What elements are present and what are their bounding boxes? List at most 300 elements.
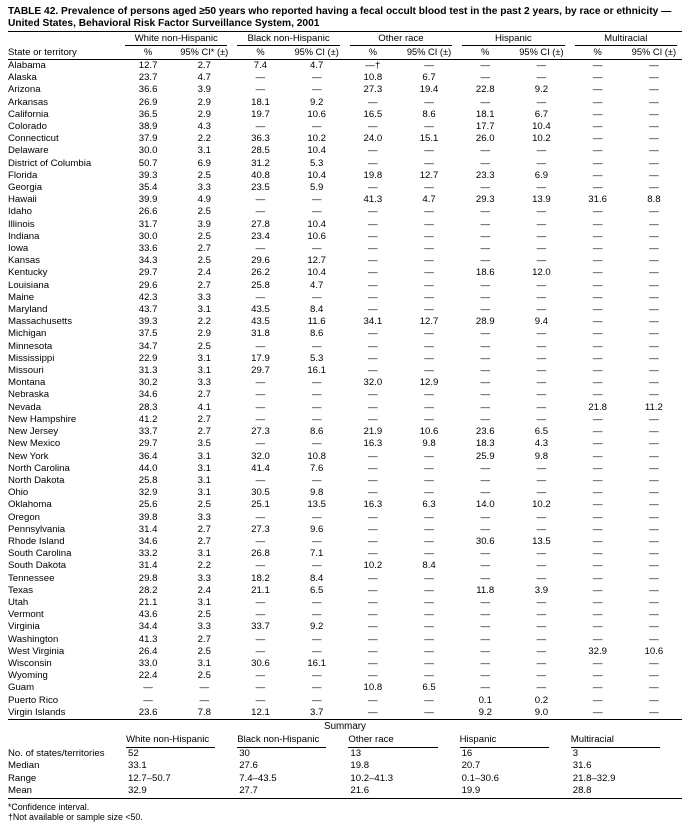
value-cell: — [592, 84, 603, 96]
value-cell: — [592, 682, 603, 694]
value-cell: — [311, 438, 322, 450]
value-cell: — [368, 694, 378, 706]
value-cell: 44.0 [138, 462, 158, 474]
state-name: Virgin Islands [8, 706, 66, 718]
summary-value-cell: 21.6 [350, 785, 370, 797]
value-cell: — [424, 157, 434, 169]
value-cell: — [649, 670, 659, 682]
value-cell: — [424, 694, 434, 706]
state-name: Connecticut [8, 133, 59, 145]
value-cell: — [424, 572, 434, 584]
value-cell: — [368, 365, 378, 377]
state-name: Ohio [8, 487, 29, 499]
value-cell: 3.1 [197, 657, 211, 669]
state-name: Mississippi [8, 352, 55, 364]
value-cell: — [480, 157, 491, 169]
value-cell: — [424, 182, 434, 194]
value-cell: — [592, 279, 603, 291]
value-cell: — [255, 84, 266, 96]
state-name: Montana [8, 377, 46, 389]
value-cell: 26.8 [251, 548, 270, 560]
table-row [8, 121, 682, 133]
table-row [8, 609, 682, 621]
value-cell: 3.1 [197, 462, 211, 474]
value-cell: 3.9 [197, 84, 211, 96]
value-cell: — [592, 560, 603, 572]
value-cell: — [649, 584, 659, 596]
value-cell: — [255, 511, 266, 523]
value-cell: — [536, 596, 547, 608]
value-cell: 30.0 [138, 145, 158, 157]
value-cell: — [424, 340, 434, 352]
state-name: Wisconsin [8, 657, 52, 669]
value-cell: — [592, 96, 603, 108]
value-cell: — [368, 511, 378, 523]
value-cell: — [480, 548, 491, 560]
value-cell: — [536, 560, 547, 572]
value-cell: 11.8 [476, 584, 495, 596]
value-cell: — [480, 291, 491, 303]
value-cell: 3.1 [197, 352, 211, 364]
value-cell: 6.9 [197, 157, 211, 169]
column-header: 95% CI (±) [626, 46, 682, 60]
value-cell: — [424, 218, 434, 230]
group-header [345, 32, 457, 47]
value-cell: — [536, 328, 547, 340]
value-cell: — [255, 389, 266, 401]
summary-value-cell: 0.1–30.6 [461, 772, 499, 784]
value-cell: 9.8 [422, 438, 436, 450]
value-cell: 22.9 [138, 352, 158, 364]
value-cell: 13.9 [532, 194, 551, 206]
value-cell: 31.7 [138, 218, 158, 230]
table-row [8, 438, 682, 450]
value-cell: — [480, 255, 491, 267]
state-name: Arizona [8, 84, 41, 96]
value-cell: — [255, 121, 266, 133]
value-cell: 12.7 [138, 60, 158, 71]
state-name: Colorado [8, 121, 47, 133]
value-cell: 10.2 [532, 133, 551, 145]
value-cell: 28.2 [138, 584, 158, 596]
value-cell: — [424, 413, 434, 425]
value-cell: 3.1 [197, 487, 211, 499]
value-cell: 8.8 [647, 194, 661, 206]
state-name: Utah [8, 596, 29, 608]
table-row [8, 219, 682, 231]
value-cell: — [424, 474, 434, 486]
value-cell: — [649, 474, 659, 486]
value-cell: — [311, 633, 322, 645]
value-cell: 22.4 [138, 670, 158, 682]
summary-value-cell: 30 [239, 747, 250, 759]
column-header: % [345, 46, 401, 60]
table-row [8, 426, 682, 438]
value-cell: 27.3 [251, 426, 270, 438]
table-row [8, 255, 682, 267]
value-cell: 16.3 [363, 438, 383, 450]
value-cell: — [536, 657, 547, 669]
value-cell: — [592, 389, 603, 401]
summary-column-label: Black non-Hispanic [237, 734, 326, 748]
value-cell: — [649, 572, 659, 584]
summary-value-cell: 20.7 [461, 760, 481, 772]
value-cell: — [649, 352, 659, 364]
value-cell: — [424, 291, 434, 303]
column-header: % [232, 46, 288, 60]
value-cell: 7.6 [309, 462, 324, 474]
state-name: Missouri [8, 365, 44, 377]
table-row [8, 451, 682, 463]
value-cell: — [592, 377, 603, 389]
summary-value-cell: 19.8 [350, 760, 370, 772]
value-cell: 0.1 [478, 694, 492, 706]
value-cell: — [311, 511, 322, 523]
value-cell: — [649, 499, 659, 511]
group-header-label: Black non-Hispanic [237, 33, 339, 46]
value-cell: 12.0 [532, 267, 551, 279]
value-cell: 22.8 [475, 84, 495, 96]
value-cell: — [311, 377, 322, 389]
value-cell: — [424, 621, 434, 633]
value-cell: 18.1 [475, 108, 495, 120]
summary-value-cell: 52 [128, 747, 139, 759]
value-cell: — [255, 340, 266, 352]
value-cell: 10.6 [644, 645, 664, 657]
value-cell: — [592, 291, 603, 303]
value-cell: — [649, 96, 659, 108]
value-cell: 3.3 [197, 511, 211, 523]
summary-value-cell: 27.7 [239, 785, 258, 797]
footnote: *Confidence interval. [8, 801, 90, 812]
value-cell: — [649, 706, 659, 718]
value-cell: — [536, 218, 547, 230]
value-cell: — [424, 584, 434, 596]
table-row [8, 170, 682, 182]
value-cell: — [424, 401, 434, 413]
value-cell: — [480, 596, 491, 608]
value-cell: — [536, 462, 547, 474]
value-cell: 2.7 [197, 413, 211, 425]
value-cell: — [368, 584, 378, 596]
value-cell: —† [365, 60, 381, 71]
value-cell: — [592, 572, 603, 584]
summary-value-cell: 3 [572, 747, 579, 759]
value-cell: — [480, 279, 491, 291]
group-header [570, 32, 682, 47]
value-cell: 30.2 [138, 377, 158, 389]
value-cell: — [592, 255, 603, 267]
value-cell: — [368, 96, 378, 108]
value-cell: — [536, 377, 547, 389]
value-cell: 2.4 [197, 584, 211, 596]
value-cell: 2.7 [197, 426, 211, 438]
summary-column-header [237, 734, 348, 748]
value-cell: 39.9 [138, 194, 158, 206]
value-cell: 10.6 [419, 426, 439, 438]
column-header: % [120, 46, 176, 60]
table-row [8, 512, 682, 524]
value-cell: — [480, 145, 491, 157]
value-cell: — [592, 426, 603, 438]
value-cell: — [592, 352, 603, 364]
summary-value-cell: 16 [461, 747, 473, 759]
value-cell: — [480, 243, 491, 255]
value-cell: 25.6 [138, 499, 158, 511]
value-cell: 19.7 [251, 108, 270, 120]
value-cell: — [536, 96, 547, 108]
value-cell: — [424, 365, 434, 377]
state-name: Oregon [8, 511, 40, 523]
value-cell: — [424, 206, 434, 218]
value-cell: 34.6 [138, 389, 158, 401]
value-cell: 26.2 [251, 267, 270, 279]
value-cell: — [649, 206, 659, 218]
value-cell: — [480, 206, 491, 218]
state-name: Illinois [8, 218, 35, 230]
state-name: Louisiana [8, 279, 50, 291]
summary-value-cell: 7.4–43.5 [239, 772, 277, 784]
value-cell: 2.5 [197, 340, 211, 352]
value-cell: — [255, 377, 266, 389]
value-cell: — [368, 206, 378, 218]
summary-value-cell: 21.8–32.9 [572, 772, 616, 784]
state-name: Pennsylvania [8, 523, 66, 535]
state-name: District of Columbia [8, 157, 92, 169]
value-cell: — [368, 389, 378, 401]
value-cell: — [536, 621, 547, 633]
table-row [8, 341, 682, 353]
value-cell: — [649, 169, 659, 181]
value-cell: — [480, 340, 491, 352]
value-cell: 4.3 [197, 121, 211, 133]
value-cell: — [649, 609, 659, 621]
table-row [8, 145, 682, 157]
value-cell: 33.6 [138, 243, 158, 255]
table-row [8, 328, 682, 340]
value-cell: — [255, 194, 266, 206]
value-cell: — [480, 60, 491, 71]
table-row [8, 365, 682, 377]
value-cell: — [592, 304, 603, 316]
value-cell: 18.6 [475, 267, 495, 279]
value-cell: 41.2 [138, 413, 158, 425]
value-cell: 3.1 [197, 596, 211, 608]
summary-column-header [571, 734, 682, 748]
value-cell: 8.4 [422, 560, 436, 572]
value-cell: 4.7 [309, 279, 324, 291]
value-cell: — [649, 60, 659, 71]
value-cell: 2.5 [197, 230, 211, 242]
value-cell: — [592, 72, 603, 84]
value-cell: 41.4 [251, 462, 270, 474]
state-name: Massachusetts [8, 316, 72, 328]
value-cell: 31.8 [251, 328, 270, 340]
value-cell: — [536, 401, 547, 413]
value-cell: — [536, 523, 547, 535]
value-cell: 25.9 [475, 450, 495, 462]
value-cell: — [368, 523, 378, 535]
value-cell: — [255, 413, 266, 425]
value-cell: — [649, 377, 659, 389]
value-cell: — [536, 291, 547, 303]
value-cell: — [649, 596, 659, 608]
value-cell: 4.1 [197, 401, 211, 413]
value-cell: 16.1 [307, 365, 326, 377]
state-name: North Dakota [8, 474, 65, 486]
value-cell: — [424, 706, 434, 718]
value-cell: 11.6 [307, 316, 326, 328]
value-cell: — [649, 389, 659, 401]
value-cell: 29.7 [138, 267, 158, 279]
summary-header-row [8, 734, 682, 748]
main-sub-header-row [8, 46, 682, 60]
value-cell: 6.5 [309, 584, 324, 596]
value-cell: — [592, 450, 603, 462]
value-cell: 10.2 [532, 499, 551, 511]
value-cell: — [649, 450, 659, 462]
value-cell: 27.3 [251, 523, 270, 535]
value-cell: — [592, 365, 603, 377]
value-cell: — [536, 304, 547, 316]
state-name: Nevada [8, 401, 42, 413]
summary-column-label: Other race [348, 734, 437, 748]
value-cell: — [424, 450, 434, 462]
state-column-header: State or territory [8, 46, 120, 60]
value-cell: 18.1 [251, 96, 270, 108]
value-cell: — [592, 499, 603, 511]
value-cell: — [424, 548, 434, 560]
value-cell: 2.7 [197, 389, 211, 401]
value-cell: 3.1 [197, 548, 211, 560]
value-cell: 3.1 [197, 450, 211, 462]
table-row [8, 560, 682, 572]
value-cell: 2.9 [197, 108, 211, 120]
value-cell: 8.6 [422, 108, 436, 120]
state-name: Nebraska [8, 389, 50, 401]
value-cell: — [649, 328, 659, 340]
value-cell: 38.9 [138, 121, 158, 133]
value-cell: — [649, 548, 659, 560]
value-cell: — [649, 133, 659, 145]
value-cell: — [649, 218, 659, 230]
value-cell: — [592, 670, 603, 682]
value-cell: 32.9 [588, 645, 607, 657]
value-cell: — [649, 304, 659, 316]
table-title: TABLE 42. Prevalence of persons aged ≥50 years who reported having a fecal occult blood test in the past 2 years, by race or ethnicity — United States, Behavioral Risk Factor Surveillance System, 2001 [8, 6, 672, 29]
value-cell: 2.5 [197, 499, 211, 511]
state-name: New York [8, 450, 49, 462]
value-cell: — [480, 657, 491, 669]
value-cell: — [592, 218, 603, 230]
summary-row-label: No. of states/territories [8, 747, 105, 759]
value-cell: 16.3 [363, 499, 383, 511]
value-cell: — [255, 291, 266, 303]
value-cell: — [311, 535, 322, 547]
value-cell: 2.5 [197, 255, 211, 267]
value-cell: 4.7 [197, 72, 211, 84]
value-cell: — [649, 657, 659, 669]
value-cell: — [649, 694, 659, 706]
value-cell: — [368, 230, 378, 242]
value-cell: 6.9 [534, 169, 549, 181]
value-cell: — [368, 279, 378, 291]
group-header-label: Multiracial [575, 33, 677, 46]
value-cell: — [255, 670, 266, 682]
value-cell: 36.5 [138, 108, 158, 120]
table-row [8, 304, 682, 316]
value-cell: — [424, 230, 434, 242]
value-cell: — [592, 438, 603, 450]
value-cell: — [536, 633, 547, 645]
value-cell: 31.6 [588, 194, 607, 206]
table-row [8, 97, 682, 109]
group-header-label: White non-Hispanic [125, 33, 227, 46]
value-cell: — [311, 389, 322, 401]
value-cell: — [368, 255, 378, 267]
value-cell: — [592, 548, 603, 560]
value-cell: 17.7 [475, 121, 495, 133]
value-cell: — [424, 462, 434, 474]
value-cell: — [649, 279, 659, 291]
value-cell: 10.8 [363, 72, 383, 84]
value-cell: — [424, 645, 434, 657]
value-cell: 3.7 [309, 706, 324, 718]
table-row [8, 353, 682, 365]
value-cell: — [480, 96, 491, 108]
value-cell: 36.6 [138, 84, 158, 96]
value-cell: — [424, 670, 434, 682]
value-cell: 2.7 [197, 523, 211, 535]
value-cell: — [368, 157, 378, 169]
table-row [8, 634, 682, 646]
value-cell: — [649, 462, 659, 474]
value-cell: 3.3 [197, 291, 211, 303]
table-row [8, 133, 682, 145]
value-cell: 28.3 [138, 401, 158, 413]
value-cell: 3.1 [197, 365, 211, 377]
value-cell: — [311, 121, 322, 133]
value-cell: 34.3 [138, 255, 158, 267]
state-name: Wyoming [8, 670, 48, 682]
value-cell: 29.3 [475, 194, 495, 206]
value-cell: — [424, 279, 434, 291]
summary-row [8, 760, 682, 772]
value-cell: 43.6 [138, 609, 158, 621]
value-cell: — [424, 389, 434, 401]
table-row [8, 109, 682, 121]
value-cell: — [368, 218, 378, 230]
value-cell: 2.9 [197, 96, 211, 108]
value-cell: 3.9 [534, 584, 549, 596]
summary-column-label: White non-Hispanic [126, 734, 215, 748]
value-cell: 2.7 [197, 243, 211, 255]
value-cell: — [255, 596, 266, 608]
value-cell: — [480, 621, 491, 633]
value-cell: 35.4 [138, 182, 158, 194]
value-cell: — [536, 670, 547, 682]
value-cell: — [536, 243, 547, 255]
value-cell: 31.2 [251, 157, 270, 169]
value-cell: 26.4 [138, 645, 158, 657]
value-cell: — [368, 670, 378, 682]
value-cell: — [424, 267, 434, 279]
summary-table [8, 734, 682, 799]
summary-column-header [460, 734, 571, 748]
value-cell: — [368, 182, 378, 194]
value-cell: — [649, 108, 659, 120]
value-cell: — [536, 72, 547, 84]
